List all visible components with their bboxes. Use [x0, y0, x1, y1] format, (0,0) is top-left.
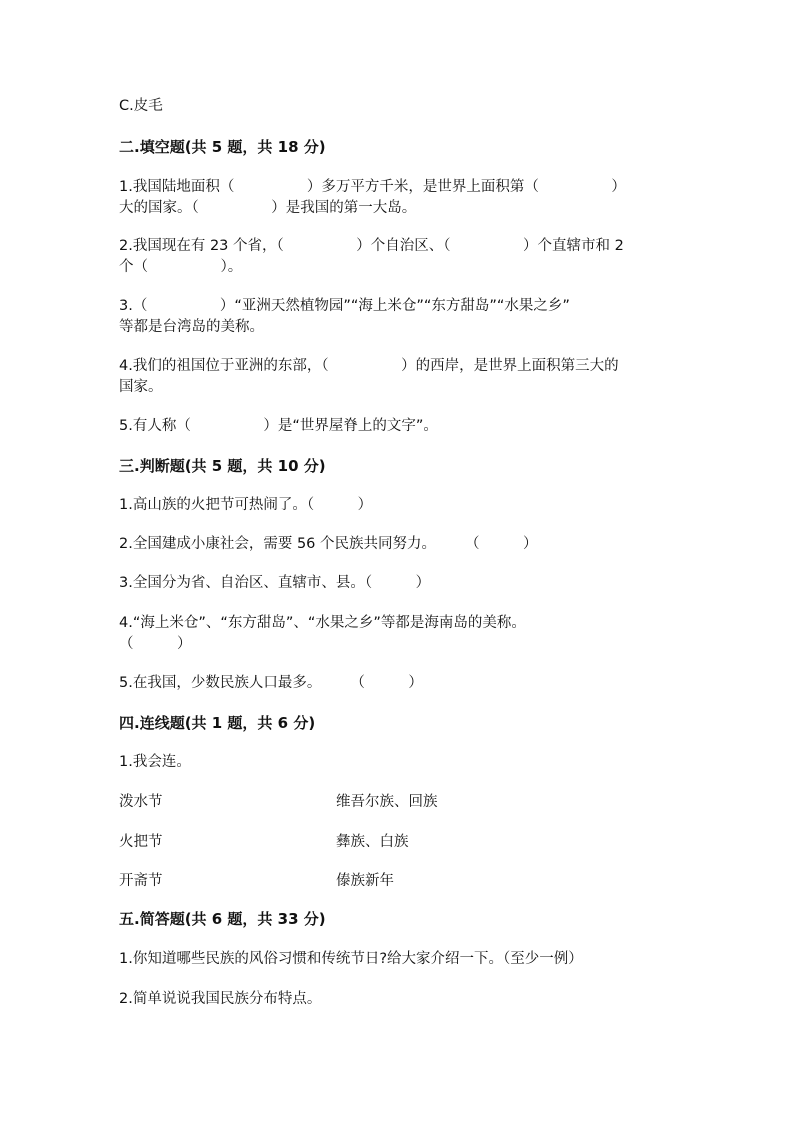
fill-q3-line1: 3.（ ）“亚洲天然植物园”“海上米仓”“东方甜岛”“水果之乡”	[119, 298, 570, 314]
judge-q1: 1.高山族的火把节可热闹了。（ ）	[119, 497, 373, 513]
judge-q5: 5.在我国，少数民族人口最多。 （ ）	[119, 675, 423, 691]
judge-section-heading: 三.判断题(共 5 题，共 10 分)	[119, 457, 326, 475]
fill-q1-line2: 大的国家。（ ）是我国的第一大岛。	[119, 200, 417, 216]
fill-q4-line1: 4.我们的祖国位于亚洲的东部，（ ）的西岸，是世界上面积第三大的	[119, 358, 619, 374]
fill-q2-line1: 2.我国现在有 23 个省，（ ）个自治区、（ ）个直辖市和 2	[119, 238, 624, 254]
match-q1: 1.我会连。	[119, 754, 191, 770]
fill-q5: 5.有人称（ ）是“世界屋脊上的文字”。	[119, 418, 438, 434]
previous-option-c: C.皮毛	[119, 98, 163, 114]
fill-q1-line1: 1.我国陆地面积（ ）多万平方千米，是世界上面积第（ ）	[119, 179, 626, 195]
fill-section-heading: 二.填空题(共 5 题，共 18 分)	[119, 138, 326, 156]
fill-q4-line2: 国家。	[119, 379, 163, 395]
short-q1: 1.你知道哪些民族的风俗习惯和传统节日?给大家介绍一下。（至少一例）	[119, 951, 583, 967]
fill-q2-line2: 个（ ）。	[119, 259, 243, 275]
match-right-item: 彝族、白族	[336, 834, 409, 850]
match-left-item: 泼水节	[119, 794, 163, 810]
judge-q3: 3.全国分为省、自治区、直辖市、县。（ ）	[119, 575, 431, 591]
match-right-item: 傣族新年	[336, 873, 394, 889]
match-right-item: 维吾尔族、回族	[336, 794, 438, 810]
judge-q4-line1: 4.“海上米仓”、“东方甜岛”、“水果之乡”等都是海南岛的美称。	[119, 615, 526, 631]
judge-q4-line2: （ ）	[119, 636, 192, 652]
short-q2: 2.简单说说我国民族分布特点。	[119, 991, 322, 1007]
judge-q2: 2.全国建成小康社会，需要 56 个民族共同努力。 （ ）	[119, 536, 538, 552]
fill-q3-line2: 等都是台湾岛的美称。	[119, 319, 264, 335]
match-left-item: 开斋节	[119, 873, 163, 889]
match-left-item: 火把节	[119, 834, 163, 850]
match-section-heading: 四.连线题(共 1 题，共 6 分)	[119, 714, 316, 732]
short-section-heading: 五.简答题(共 6 题，共 33 分)	[119, 910, 326, 928]
